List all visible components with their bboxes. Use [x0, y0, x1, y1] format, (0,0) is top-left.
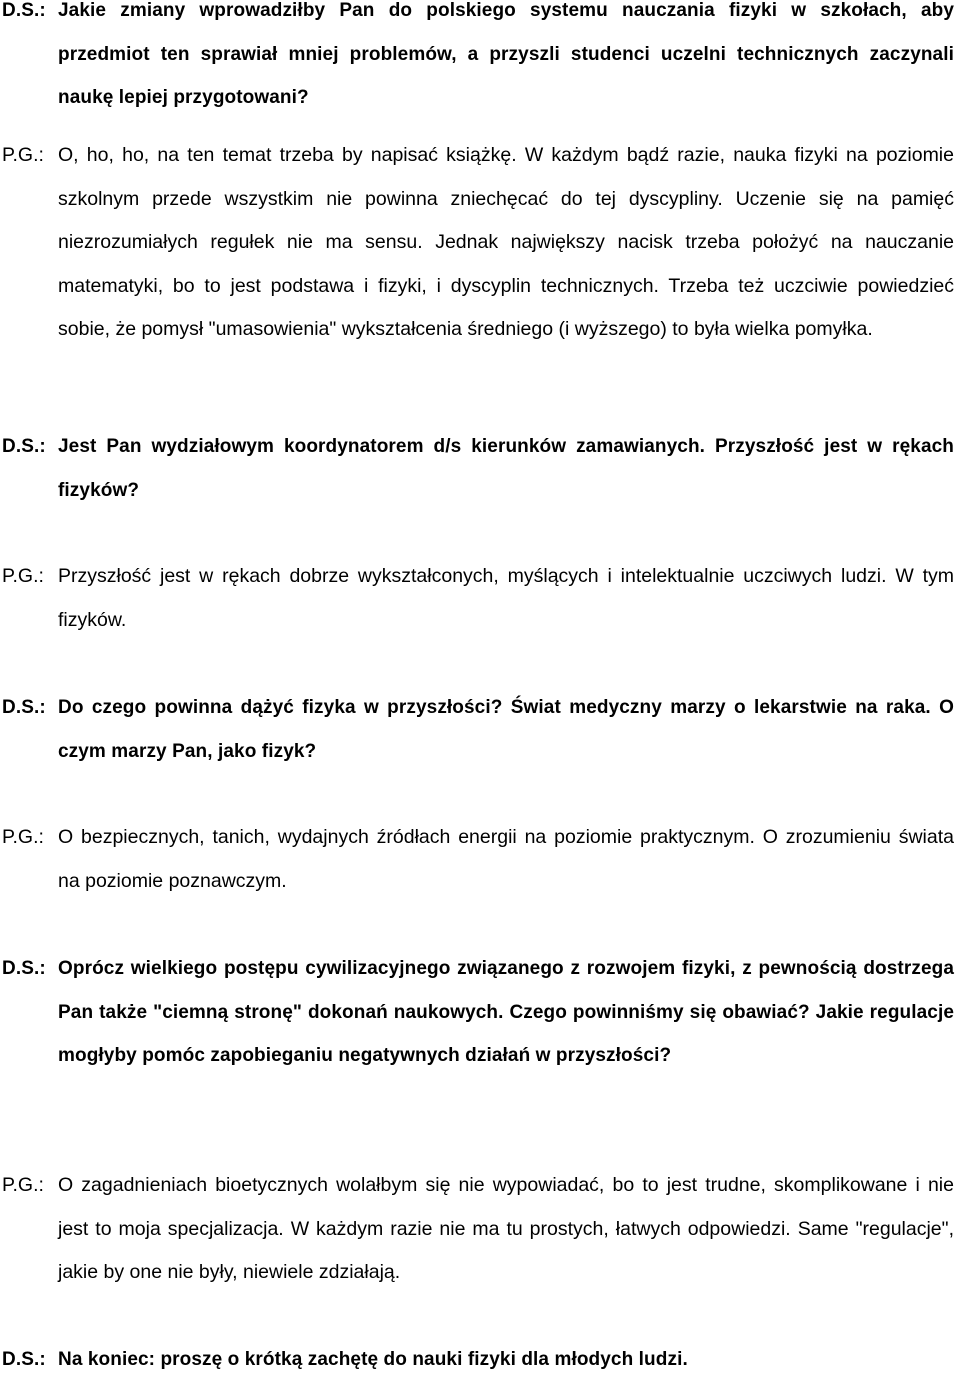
answer-paragraph [2, 1164, 954, 1295]
speaker-label: D.S.: [2, 1349, 46, 1370]
answer-paragraph [2, 134, 954, 352]
question-text: Jakie zmiany wprowadziłby Pan do polskiego systemu nauczania fizyki w szkołach, aby przedmiot ten sprawiał mniej problemów, a przyszli studenci uczelni technicznych zaczynali naukę lepiej przygotowani? [58, 0, 954, 108]
question-paragraph [2, 0, 954, 120]
question-text: Oprócz wielkiego postępu cywilizacyjnego związanego z rozwojem fizyki, z pewnością dostrzega Pan także "ciemną stronę" dokonań naukowych. Czego powinniśmy się obawiać? Jakie regulacje mogłyby pomóc zapobieganiu negatywnych działań w przyszłości? [58, 958, 954, 1066]
answer-paragraph [2, 816, 954, 903]
question-paragraph [2, 947, 954, 1078]
speaker-label: P.G.: [2, 144, 44, 166]
answer-text: O zagadnieniach bioetycznych wolałbym się nie wypowiadać, bo to jest trudne, skomplikowane i nie jest to moja specjalizacja. W każdym razie nie ma tu prostych, łatwych odpowiedzi. Same "regulacje", jakie by one nie były, niewiele zdziałają. [58, 1174, 954, 1283]
speaker-label: D.S.: [2, 0, 46, 21]
speaker-label: D.S.: [2, 958, 46, 979]
question-paragraph [2, 686, 954, 773]
speaker-label: D.S.: [2, 697, 46, 718]
speaker-label: P.G.: [2, 826, 44, 848]
question-paragraph [2, 425, 954, 512]
question-text: Na koniec: proszę o krótką zachętę do nauki fizyki dla młodych ludzi. [58, 1349, 688, 1370]
question-text: Do czego powinna dążyć fizyka w przyszłości? Świat medyczny marzy o lekarstwie na raka. O czym marzy Pan, jako fizyk? [58, 697, 954, 762]
answer-text: O bezpiecznych, tanich, wydajnych źródłach energii na poziomie praktycznym. O zrozumieniu świata na poziomie poznawczym. [58, 826, 954, 892]
answer-paragraph [2, 555, 954, 642]
answer-text: O, ho, ho, na ten temat trzeba by napisać książkę. W każdym bądź razie, nauka fizyki na poziomie szkolnym przede wszystkim nie powinna zniechęcać do tej dyscypliny. Uczenie się na pamięć niezrozumiałych regułek nie ma sensu. Jednak największy nacisk trzeba położyć na nauczanie matematyki, bo to jest podstawa i fizyki, i dyscyplin technicznych. Trzeba też uczciwie powiedzieć sobie, że pomysł "umasowienia" wykształcenia średniego (i wyższego) to była wielka pomyłka. [58, 144, 954, 340]
answer-text: Przyszłość jest w rękach dobrze wykształconych, myślących i intelektualnie uczciwych ludzi. W tym fizyków. [58, 565, 954, 631]
speaker-label: D.S.: [2, 436, 46, 457]
speaker-label: P.G.: [2, 565, 44, 587]
speaker-label: P.G.: [2, 1174, 44, 1196]
question-paragraph [2, 1338, 954, 1382]
question-text: Jest Pan wydziałowym koordynatorem d/s kierunków zamawianych. Przyszłość jest w rękach fizyków? [58, 436, 954, 501]
